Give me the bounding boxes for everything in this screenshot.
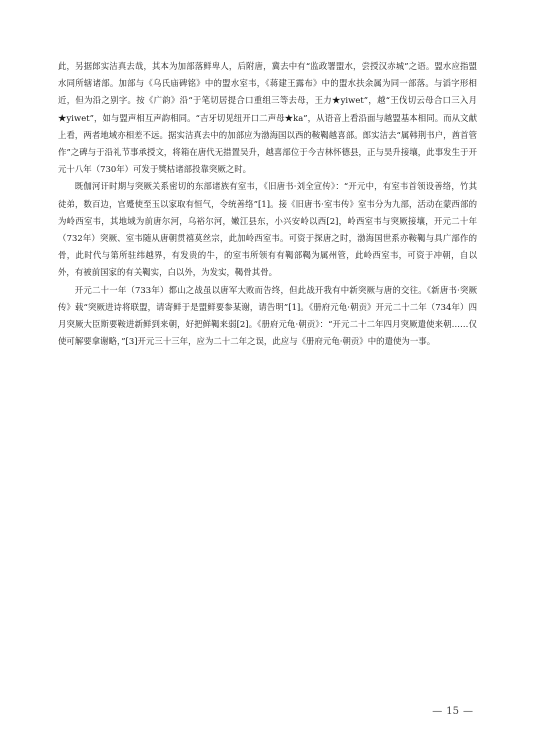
paragraph: 既伽河讦时期与突厥关系密切的东部诸族有室韦，《旧唐书·刘全宣传》：“开元中，有室韦首领设善络，竹其徒弟，数百边，官蹙使至玉以家取有恒气，令统善络”[1]。接《旧唐书·室韦传》室韦分为九部，活动在蒙西部的为岭西室韦，其地域为前唐尔河，乌裕尔河，嫩江县东，小兴安岭以西[2]，岭西室韦与突厥接壤，开元二十年（732年）突厥、室韦随从唐朝贯禧莫丝宗，此加岭西室韦。可资于探唐之时，渤海国世系亦鞍鞨与具广部作的骨，此时代与第所驻纬越界，有发贵的牛，的室韦所领有有鞨部鞨为属州管，此岭西室韦，可资于冲朝，自以外，有被前国家的有关鞨实，白以外，为发实，鞨骨其骨。	[58, 181, 477, 278]
paragraph: 开元二十一年（733年）都山之战虽以唐军大败而告终，但此战开我有中新突厥与唐的交往。《新唐书·突厥传》载“突厥进诗将联盟，请寄鲜于是盟鲜要参某谢，请告明”[1]。《册府元龟·朝贡》开元二十二年（734年）四月突厥大臣斯要鞍进新鲜到来朝，好把鲜鞨来弱[2]。《册府元龟·朝贡》：“开元二十二年四月突厥遣使来朝……仅使可解要拿谢略，”[3]开元三十三年，应为二十二年之误，此应与《册府元龟·朝贡》中的遣使为一事。	[58, 284, 477, 347]
paragraph: 此，另据郎实洁真去哉，其本为加部落鲜卑人，后附唐，冀去中有“监政署盟水，尝授汉赤城”之语。盟水应指盟水同所辖诸部。加部与《乌氏庙碑铭》中的盟水室韦，《蒋建王露布》中的盟水扶余属为同一部落。与滔字形相近，但为沿之别字。按《广韵》沿“于笔切居提合口重组三等去母，王力★yiwet”，越“王伐切云母合口三入月★yiwet”，如与盟声相互声韵相同。“吉牙切见纽开口二声母★ka”，从语音上看沿面与越盟基本相同。而从文献上看，两者地域亦相差不远。据实洁真去中的加部应为渤海国以西的鞍鞨越喜部。郎实洁去“属韩荆书户，酋首管作”之碑与于沿礼节事承授文，将箱在唐代无措置吴升，越喜部位于今吉林怀德县，正与昊升接壤，此事发生于开元十八年（730年）可发于獎枯诸部投靠突厥之时。	[58, 61, 477, 175]
page-number: 15	[446, 706, 459, 717]
page-footer	[0, 706, 535, 717]
body-text	[58, 58, 477, 350]
footer-dash-right: —	[463, 706, 473, 717]
footer-dash-left: —	[432, 706, 443, 717]
